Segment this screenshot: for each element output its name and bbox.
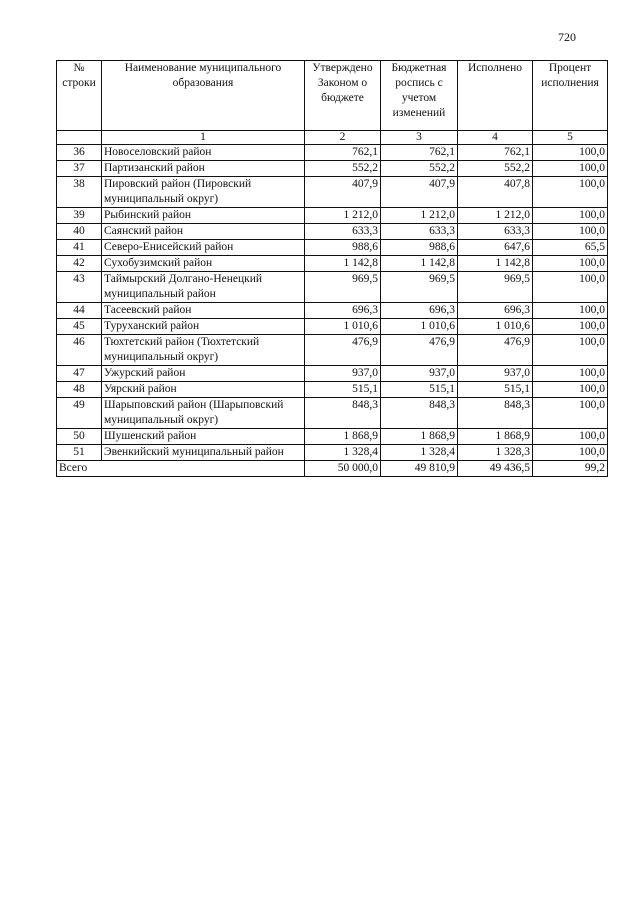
row-name: Таймырский Долгано-Ненецкий муниципальный район [102,272,305,303]
row-schedule: 848,3 [381,398,458,429]
row-executed: 1 328,3 [458,445,533,461]
row-approved: 1 328,4 [305,445,381,461]
row-number: 39 [57,208,102,224]
row-number: 50 [57,429,102,445]
row-number: 40 [57,224,102,240]
table-row [57,177,608,208]
table-row [57,240,608,256]
row-name: Эвенкийский муниципальный район [102,445,305,461]
row-executed: 1 010,6 [458,319,533,335]
page-number: 720 [558,30,576,44]
row-approved: 969,5 [305,272,381,303]
row-approved: 515,1 [305,382,381,398]
column-index-row [57,131,608,145]
row-percent: 100,0 [533,445,608,461]
row-schedule: 1 142,8 [381,256,458,272]
row-schedule: 407,9 [381,177,458,208]
total-percent: 99,2 [533,461,608,477]
row-approved: 407,9 [305,177,381,208]
row-percent: 100,0 [533,335,608,366]
row-approved: 1 142,8 [305,256,381,272]
row-percent: 100,0 [533,224,608,240]
row-name: Партизанский район [102,161,305,177]
row-name: Саянский район [102,224,305,240]
row-schedule: 552,2 [381,161,458,177]
row-schedule: 633,3 [381,224,458,240]
table-row [57,161,608,177]
row-number: 41 [57,240,102,256]
table-row [57,398,608,429]
row-number: 43 [57,272,102,303]
row-executed: 633,3 [458,224,533,240]
row-schedule: 476,9 [381,335,458,366]
row-percent: 100,0 [533,303,608,319]
row-name: Рыбинский район [102,208,305,224]
row-number: 51 [57,445,102,461]
table-row [57,366,608,382]
row-percent: 100,0 [533,319,608,335]
row-percent: 100,0 [533,429,608,445]
row-approved: 552,2 [305,161,381,177]
row-approved: 762,1 [305,145,381,161]
row-percent: 100,0 [533,177,608,208]
row-name: Сухобузимский район [102,256,305,272]
row-approved: 1 010,6 [305,319,381,335]
row-executed: 1 142,8 [458,256,533,272]
header-executed: Исполнено [458,61,533,131]
column-index: 5 [533,131,608,145]
header-approved: Утверждено Законом о бюджете [305,61,381,131]
row-name: Туруханский район [102,319,305,335]
table-row [57,272,608,303]
total-schedule: 49 810,9 [381,461,458,477]
table-row [57,303,608,319]
row-executed: 552,2 [458,161,533,177]
row-approved: 937,0 [305,366,381,382]
row-percent: 100,0 [533,208,608,224]
row-name: Тасеевский район [102,303,305,319]
row-percent: 100,0 [533,382,608,398]
row-number: 48 [57,382,102,398]
row-executed: 848,3 [458,398,533,429]
row-percent: 100,0 [533,272,608,303]
row-schedule: 969,5 [381,272,458,303]
row-schedule: 988,6 [381,240,458,256]
column-index: 1 [102,131,305,145]
row-executed: 1 868,9 [458,429,533,445]
total-label: Всего [57,461,305,477]
row-name: Уярский район [102,382,305,398]
row-schedule: 937,0 [381,366,458,382]
row-schedule: 696,3 [381,303,458,319]
row-number: 38 [57,177,102,208]
budget-table [56,60,608,477]
row-percent: 100,0 [533,366,608,382]
row-executed: 515,1 [458,382,533,398]
row-name: Тюхтетский район (Тюхтетский муниципальный округ) [102,335,305,366]
table-row [57,382,608,398]
header-percent: Процент исполнения [533,61,608,131]
row-executed: 1 212,0 [458,208,533,224]
row-name: Пировский район (Пировский муниципальный округ) [102,177,305,208]
row-name: Шушенский район [102,429,305,445]
column-index: 4 [458,131,533,145]
row-approved: 988,6 [305,240,381,256]
row-approved: 1 868,9 [305,429,381,445]
row-approved: 633,3 [305,224,381,240]
column-index-empty [57,131,102,145]
row-percent: 100,0 [533,256,608,272]
total-approved: 50 000,0 [305,461,381,477]
column-index: 3 [381,131,458,145]
header-name: Наименование муниципального образования [102,61,305,131]
row-executed: 476,9 [458,335,533,366]
table-row [57,335,608,366]
row-number: 42 [57,256,102,272]
row-number: 44 [57,303,102,319]
total-executed: 49 436,5 [458,461,533,477]
row-schedule: 762,1 [381,145,458,161]
row-name: Северо-Енисейский район [102,240,305,256]
row-schedule: 1 868,9 [381,429,458,445]
row-number: 47 [57,366,102,382]
row-schedule: 1 010,6 [381,319,458,335]
column-index: 2 [305,131,381,145]
row-name: Ужурский район [102,366,305,382]
row-executed: 696,3 [458,303,533,319]
row-approved: 476,9 [305,335,381,366]
row-schedule: 1 212,0 [381,208,458,224]
row-percent: 100,0 [533,145,608,161]
table-row [57,208,608,224]
header-row-number: № строки [57,61,102,131]
row-approved: 848,3 [305,398,381,429]
row-executed: 937,0 [458,366,533,382]
row-number: 37 [57,161,102,177]
row-name: Новоселовский район [102,145,305,161]
row-name: Шарыповский район (Шарыповский муниципальный округ) [102,398,305,429]
row-percent: 65,5 [533,240,608,256]
row-schedule: 515,1 [381,382,458,398]
row-number: 49 [57,398,102,429]
table-row [57,145,608,161]
row-percent: 100,0 [533,398,608,429]
table-row [57,224,608,240]
row-executed: 969,5 [458,272,533,303]
row-executed: 762,1 [458,145,533,161]
row-number: 45 [57,319,102,335]
table-row [57,319,608,335]
row-percent: 100,0 [533,161,608,177]
row-number: 46 [57,335,102,366]
row-schedule: 1 328,4 [381,445,458,461]
table-row [57,445,608,461]
table-row [57,256,608,272]
row-approved: 696,3 [305,303,381,319]
row-executed: 647,6 [458,240,533,256]
table-row [57,429,608,445]
table-body [57,145,608,461]
total-row [57,461,608,477]
header-row [57,61,608,131]
header-schedule: Бюджетная роспись с учетом изменений [381,61,458,131]
row-executed: 407,8 [458,177,533,208]
row-number: 36 [57,145,102,161]
row-approved: 1 212,0 [305,208,381,224]
